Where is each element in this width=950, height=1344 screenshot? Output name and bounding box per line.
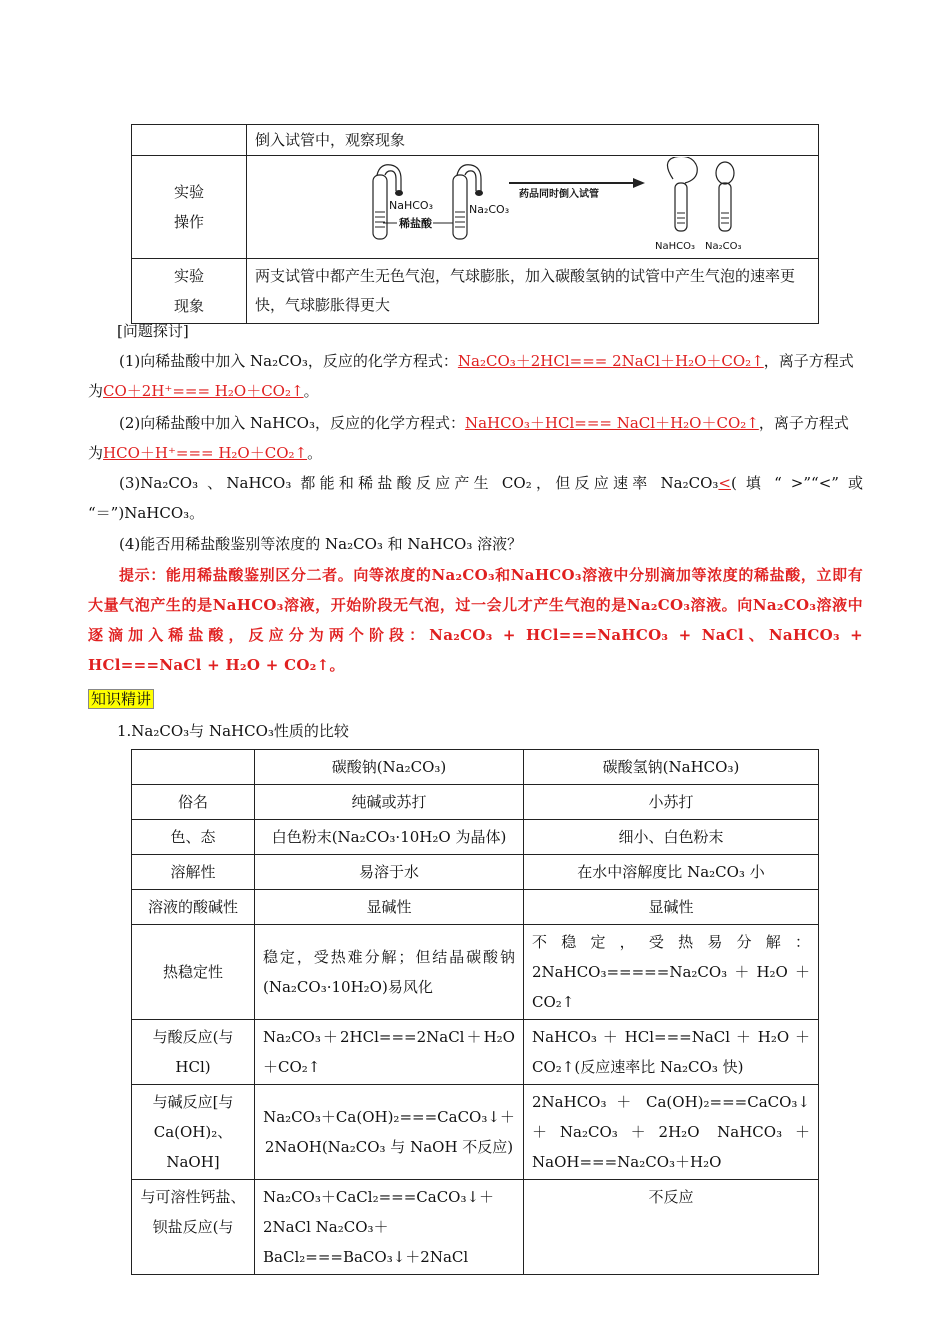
nahco3-cell: 显碱性 — [524, 890, 819, 925]
header-line: 操作 — [173, 213, 204, 231]
na2co3-cell: Na₂CO₃＋CaCl₂===CaCO₃↓＋2NaCl Na₂CO₃＋BaCl₂===BaCO₃↓＋2NaCl — [255, 1180, 524, 1275]
na2co3-cell: Na₂CO₃＋Ca(OH)₂===CaCO₃↓＋2NaOH(Na₂CO₃ 与 NaOH 不反应) — [255, 1085, 524, 1180]
table-row — [132, 1085, 819, 1180]
na2co3-cell: Na₂CO₃＋2HCl===2NaCl＋H₂O＋CO₂↑ — [255, 1020, 524, 1085]
comparison-table — [131, 749, 819, 1275]
table-row — [132, 890, 819, 925]
discussion-heading: [问题探讨] — [117, 322, 189, 340]
table-row — [132, 925, 819, 1020]
q1-prefix: (1)向稀盐酸中加入 Na₂CO₃，反应的化学方程式： — [119, 352, 458, 370]
table-row — [132, 820, 819, 855]
table-row — [132, 1020, 819, 1085]
question-4: (4)能否用稀盐酸鉴别等浓度的 Na₂CO₃ 和 NaHCO₃ 溶液？ — [119, 535, 523, 553]
q2-equation: NaHCO₃＋HCl=== NaCl＋H₂O＋CO₂↑ — [464, 414, 759, 432]
header-cell — [132, 750, 255, 785]
property-cell: 色、态 — [132, 820, 255, 855]
q1-end: 。 — [303, 382, 319, 400]
knowledge-tag: 知识精讲 — [88, 689, 154, 709]
table-row — [132, 125, 819, 156]
header-line: 实验 — [173, 183, 204, 201]
na2co3-cell: 纯碱或苏打 — [255, 785, 524, 820]
q1-mid: ，离子方程式为 — [88, 352, 854, 400]
experiment-table — [131, 124, 819, 324]
table-row — [132, 259, 819, 324]
na2co3-cell: 显碱性 — [255, 890, 524, 925]
table-header-row — [132, 750, 819, 785]
question-2 — [88, 408, 863, 468]
table-row — [132, 785, 819, 820]
label-acid: 稀盐酸 — [398, 217, 432, 230]
q1-equation: Na₂CO₃＋2HCl=== 2NaCl＋H₂O＋CO₂↑ — [457, 352, 764, 370]
test-tube-2 — [453, 165, 483, 239]
question-1 — [88, 346, 863, 406]
na2co3-cell: 稳定，受热难分解；但结晶碳酸钠(Na₂CO₃·10H₂O)易风化 — [255, 925, 524, 1020]
nahco3-cell: 不稳定，受热易分解：2NaHCO₃=====Na₂CO₃＋H₂O＋CO₂↑ — [524, 925, 819, 1020]
test-tube-4 — [716, 162, 734, 231]
property-cell: 溶解性 — [132, 855, 255, 890]
na2co3-cell: 易溶于水 — [255, 855, 524, 890]
q3-prefix: (3)Na₂CO₃ 、NaHCO₃ 都能和稀盐酸反应产生 CO₂，但反应速率 Na₂CO₃ — [119, 474, 719, 492]
header-line: 现象 — [173, 297, 204, 315]
phenomenon-header — [132, 259, 247, 324]
nahco3-cell: 不反应 — [524, 1180, 819, 1275]
q2-mid: ，离子方程式为 — [88, 414, 849, 462]
empty-header-cell — [132, 125, 247, 156]
label-bottom-left: NaHCO₃ — [654, 241, 695, 252]
phenomenon-text: 两支试管中都产生无色气泡，气球膨胀，加入碳酸氢钠的试管中产生气泡的速率更快，气球膨胀得更大 — [247, 259, 819, 324]
header-line: 实验 — [173, 267, 204, 285]
nahco3-cell: 在水中溶解度比 Na₂CO₃ 小 — [524, 855, 819, 890]
q3-suffix: ( 填 “ >”“<” 或 “＝”)NaHCO₃。 — [88, 474, 863, 522]
header-cell: 碳酸氢钠(NaHCO₃) — [524, 750, 819, 785]
q2-end: 。 — [307, 444, 323, 462]
q2-prefix: (2)向稀盐酸中加入 NaHCO₃，反应的化学方程式： — [119, 414, 465, 432]
label-nahco3: NaHCO₃ — [388, 199, 433, 212]
operation-text: 倒入试管中，观察现象 — [247, 125, 819, 156]
question-3 — [88, 468, 863, 528]
q2-ion-equation: HCO＋H⁺=== H₂O＋CO₂↑ — [103, 444, 308, 462]
property-cell: 与可溶性钙盐、钡盐反应(与 — [132, 1180, 255, 1275]
figure-cell — [247, 156, 819, 259]
test-tube-3 — [667, 157, 697, 231]
property-cell: 与碱反应[与Ca(OH)₂、NaOH] — [132, 1085, 255, 1180]
table-row — [132, 1180, 819, 1275]
na2co3-cell: 白色粉末(Na₂CO₃·10H₂O 为晶体) — [255, 820, 524, 855]
operation-header — [132, 156, 247, 259]
nahco3-cell: NaHCO₃ ＋ HCl===NaCl ＋ H₂O ＋CO₂↑(反应速率比 Na₂CO₃ 快) — [524, 1020, 819, 1085]
arrow-head-icon — [633, 178, 645, 188]
knowledge-tag-row — [88, 684, 863, 714]
property-cell: 溶液的酸碱性 — [132, 890, 255, 925]
label-na2co3: Na₂CO₃ — [468, 203, 509, 216]
nahco3-cell: 2NaHCO₃ ＋ Ca(OH)₂===CaCO₃↓ ＋Na₂CO₃＋2H₂O NaHCO₃＋NaOH===Na₂CO₃＋H₂O — [524, 1085, 819, 1180]
nahco3-cell: 细小、白色粉末 — [524, 820, 819, 855]
property-cell: 与酸反应(与HCl) — [132, 1020, 255, 1085]
table-row — [132, 855, 819, 890]
knowledge-title: 1.Na₂CO₃与 NaHCO₃性质的比较 — [117, 722, 349, 740]
label-arrow: 药品同时倒入试管 — [518, 189, 599, 200]
header-cell: 碳酸钠(Na₂CO₃) — [255, 750, 524, 785]
hint-text: 提示：能用稀盐酸鉴别区分二者。向等浓度的Na₂CO₃和NaHCO₃溶液中分别滴加等浓度的稀盐酸，立即有大量气泡产生的是NaHCO₃溶液，开始阶段无气泡，过一会儿才产生气泡的是Na₂CO₃溶液。向Na₂CO₃溶液中逐滴加入稀盐酸，反应分为两个阶段：Na₂CO₃ + HCl===NaHCO₃ + NaCl、NaHCO₃ + HCl===NaCl + H₂O + CO₂↑。 — [88, 566, 863, 674]
table-row — [132, 156, 819, 259]
q1-ion-equation: CO＋2H⁺=== H₂O＋CO₂↑ — [103, 382, 304, 400]
experiment-figure — [313, 157, 753, 257]
property-cell: 俗名 — [132, 785, 255, 820]
nahco3-cell: 小苏打 — [524, 785, 819, 820]
property-cell: 热稳定性 — [132, 925, 255, 1020]
q3-answer: < — [718, 474, 731, 492]
label-bottom-right: Na₂CO₃ — [704, 241, 741, 252]
